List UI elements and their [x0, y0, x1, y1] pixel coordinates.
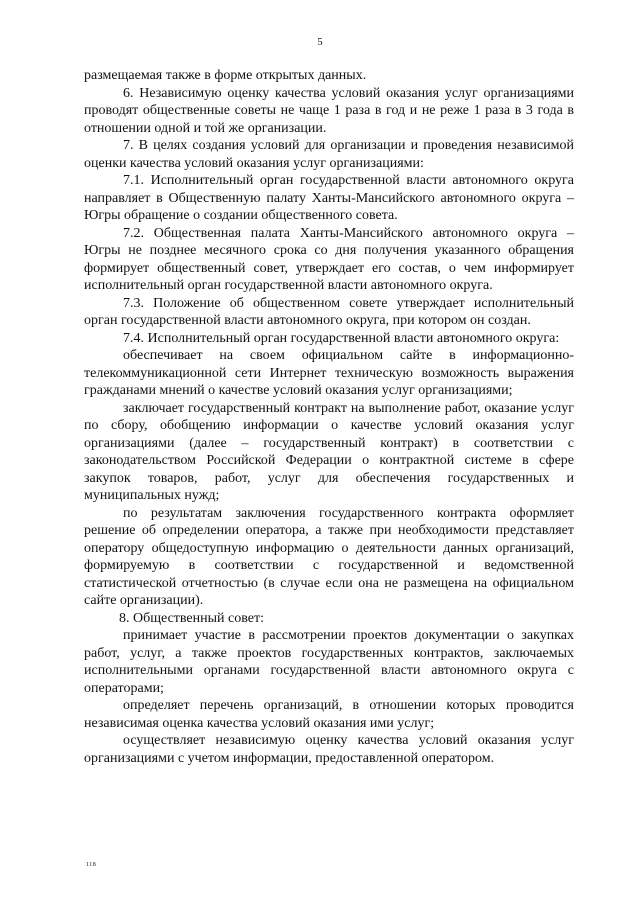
paragraph-clause-7: 7. В целях создания условий для организации и проведения независимой оценки качества условий оказания услуг организациями:: [84, 138, 574, 171]
paragraph-clause-8-item-3: осуществляет независимую оценку качества условий оказания услуг организациями с учетом информации, предоставленной оператором.: [84, 733, 574, 766]
paragraph-clause-7-1: 7.1. Исполнительный орган государственной власти автономного округа направляет в Общественную палату Ханты-Мансийского автономного округа – Югры обращение о создании общественного совета.: [84, 173, 574, 223]
document-body: [84, 67, 574, 767]
paragraph-clause-7-4: 7.4. Исполнительный орган государственной власти автономного округа:: [123, 330, 560, 346]
paragraph-clause-8-item-1: принимает участие в рассмотрении проектов документации о закупках работ, услуг, а также проектов государственных контрактов, заключаемых исполнительными органами государственной власти автономного округа с операторами;: [84, 628, 574, 696]
paragraph-clause-7-2: 7.2. Общественная палата Ханты-Мансийского автономного округа – Югры не позднее месячного срока со дня получения указанного обращения формирует общественный совет, утверждает его состав, о чем информирует исполнительный орган государственной власти автономного округа.: [84, 225, 574, 293]
paragraph-clause-7-4-item-3: по результатам заключения государственного контракта оформляет решение об определении оператора, а также при необходимости представляет оператору общедоступную информацию о деятельности данных организаций, формируемую в соответствии с государственной и ведомственной статистической отчетностью (в случае если она не размещена на официальном сайте организации).: [84, 505, 574, 608]
footer-mark: 118: [86, 862, 97, 868]
paragraph-clause-8-item-2: определяет перечень организаций, в отношении которых проводится независимая оценка качества условий оказания ими услуг;: [84, 698, 574, 731]
paragraph-clause-7-4-item-2: заключает государственный контракт на выполнение работ, оказание услуг по сбору, обобщению информации о качестве условий оказания услуг организациями (далее – государственный контракт) в соответствии с законодательством Российской Федерации о контрактной системе в сфере закупок товаров, работ, услуг для обеспечения государственных и муниципальных нужд;: [84, 400, 574, 503]
paragraph-clause-7-3: 7.3. Положение об общественном совете утверждает исполнительный орган государственной власти автономного округа, при котором он создан.: [84, 295, 574, 328]
paragraph-1: размещаемая также в форме открытых данных.: [84, 68, 367, 83]
paragraph-clause-7-4-item-1: обеспечивает на своем официальном сайте в информационно-телекоммуникационной сети Интернет техническую возможность выражения гражданами мнений о качестве условий оказания услуг организациями;: [84, 348, 574, 398]
page-number: 5: [317, 37, 323, 48]
paragraph-clause-8: 8. Общественный совет:: [119, 610, 264, 626]
paragraph-clause-6: 6. Независимую оценку качества условий оказания услуг организациями проводят общественные советы не чаще 1 раза в год и не реже 1 раза в 3 года в отношении одной и той же организации.: [84, 85, 574, 136]
